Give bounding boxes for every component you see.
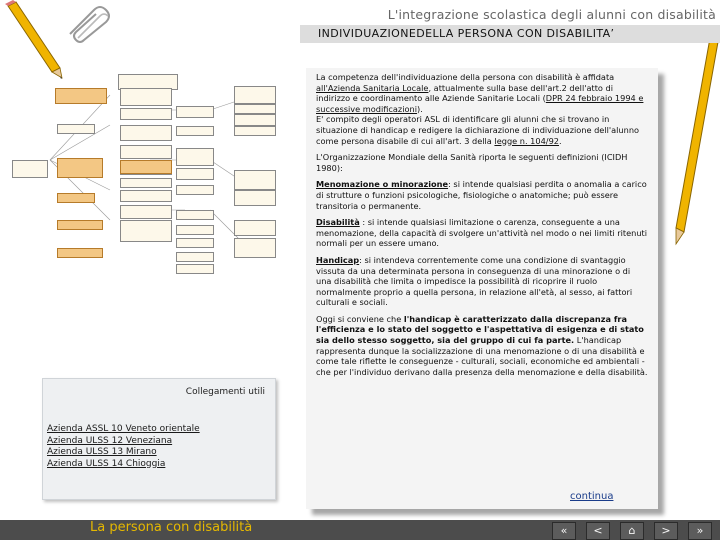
definition-handicap: : si intendeva correntemente come una condizione di svantaggio vissuta da una determinata persona in conseguenza di una minorazione o di una disabilità che limita o impedisce la possibilità di ricoprire il ruolo normalmente proprio a quella persona, in relazione all'età, al sesso, ai fattori culturali e sociali. (316, 254, 633, 308)
paragraph-disabilita (316, 217, 648, 249)
useful-links-panel (42, 378, 276, 500)
useful-links-title: Collegamenti utili (185, 387, 265, 397)
link-legge-104-92[interactable]: legge n. 104/92 (494, 135, 559, 146)
map-node (234, 190, 276, 206)
concept-map-diagram (10, 70, 290, 275)
list-item (47, 459, 200, 471)
text: Oggi si conviene che (316, 313, 404, 324)
paperclip-icon (64, 4, 114, 44)
map-node (120, 125, 172, 141)
list-item (47, 436, 200, 448)
page-title: L'integrazione scolastica degli alunni con disabilità (387, 7, 716, 22)
map-node (234, 86, 276, 104)
map-node (120, 108, 172, 120)
map-node (57, 124, 95, 134)
definition-disabilita: : si intende qualsiasi limitazione o carenza, conseguente a una menomazione, della capacità di svolgere un'attività nel modo o nei limiti ritenuti normali per un essere umano. (316, 217, 648, 249)
content-panel (306, 68, 658, 509)
paragraph-oggi (316, 314, 648, 378)
map-node (176, 148, 214, 166)
next-page-button[interactable]: > (654, 522, 678, 540)
text: . (558, 135, 562, 146)
map-node (57, 158, 103, 178)
definition-menomazione: : si intende qualsiasi perdita o anomalia a carico di strutture o funzioni psicologiche, fisiologiche o anatomiche; può essere transitoria o permanente. (316, 179, 647, 211)
last-page-button[interactable]: » (688, 522, 712, 540)
map-node (234, 170, 276, 190)
term-menomazione: Menomazione o minorazione (316, 179, 449, 190)
map-node (176, 126, 214, 136)
link-assl-10[interactable]: Azienda ASSL 10 Veneto orientale (47, 424, 200, 434)
map-node (120, 190, 172, 202)
map-node (234, 114, 276, 126)
map-node (12, 160, 48, 178)
map-node (234, 238, 276, 258)
pencil-decoration-right (670, 36, 720, 246)
previous-page-button[interactable]: < (586, 522, 610, 540)
text: ). (416, 103, 423, 114)
paragraph-competenza (316, 72, 648, 146)
map-node (120, 220, 172, 242)
paragraph-menomazione (316, 179, 648, 211)
page-subtitle: INDIVIDUAZIONEDELLA PERSONA CON DISABILITA’ (318, 27, 615, 40)
map-node (176, 168, 214, 180)
link-ulss-12[interactable]: Azienda ULSS 12 Veneziana (47, 435, 173, 446)
map-node (176, 106, 214, 118)
map-node (234, 104, 276, 114)
link-dpr-1994[interactable]: DPR 24 febbraio 1994 e successive modificazioni (316, 93, 644, 114)
link-ulss-14[interactable]: Azienda ULSS 14 Chioggia (47, 458, 166, 469)
map-node (55, 88, 107, 104)
footer-bar (0, 520, 720, 540)
list-item (47, 447, 200, 459)
map-node (176, 225, 214, 235)
first-page-button[interactable]: « (552, 522, 576, 540)
term-disabilita: Disabilità (316, 217, 360, 228)
useful-links-list (47, 424, 200, 470)
map-node (120, 145, 172, 159)
map-node (176, 210, 214, 220)
continue-link[interactable]: continua (570, 491, 614, 502)
text: E' compito degli operatori ASL di identificare gli alunni che si trovano in situazione di handicap e redigere la dichiarazione di individuazione dell'alunno come persona disabile di cui all'art. 3 della (316, 114, 640, 146)
map-node (176, 238, 214, 248)
map-node (234, 220, 276, 236)
map-node (57, 248, 103, 258)
term-handicap: Handicap (316, 254, 360, 265)
map-node (120, 205, 172, 219)
map-node (176, 185, 214, 195)
paragraph-oms: L'Organizzazione Mondiale della Sanità riporta le seguenti definizioni (ICIDH 1980): (316, 152, 628, 173)
map-node (120, 178, 172, 188)
text: , attualmente sulla base dell'art.2 dell'atto di indirizzo e coordinamento alle Aziende Sanitarie Locali ( (316, 82, 613, 104)
content-text (316, 72, 648, 383)
map-node (120, 88, 172, 106)
text: La competenza dell'individuazione della persona con disabilità è affidata (316, 72, 615, 82)
bold-text: l'handicap è caratterizzato dalla discrepanza fra l'efficienza e lo stato del soggetto e l'aspettativa di esigenza e di stato sia dello stesso soggetto, sia del gruppo di cui fa parte. (316, 313, 644, 346)
map-node (57, 220, 103, 230)
text: L'handicap rappresenta dunque la socializzazione di una menomazione o di una disabilità e come tale riflette le conseguenze - culturali, sociali, economiche ed ambientali - che per l'individuo derivano dalla presenza della menomazione e della disabilità. (316, 335, 648, 377)
map-node (176, 252, 214, 262)
footer-title: La persona con disabilità (90, 520, 253, 535)
link-ulss-13[interactable]: Azienda ULSS 13 Mirano (47, 447, 157, 457)
paragraph-handicap (316, 255, 648, 308)
pencil-decoration (0, 0, 70, 80)
map-node (176, 264, 214, 274)
home-button[interactable]: ⌂ (620, 522, 644, 540)
link-azienda-sanitaria[interactable]: all'Azienda Sanitaria Locale (316, 82, 429, 93)
map-node (120, 160, 172, 174)
map-node (234, 126, 276, 136)
map-node (57, 193, 95, 203)
list-item (47, 424, 200, 436)
